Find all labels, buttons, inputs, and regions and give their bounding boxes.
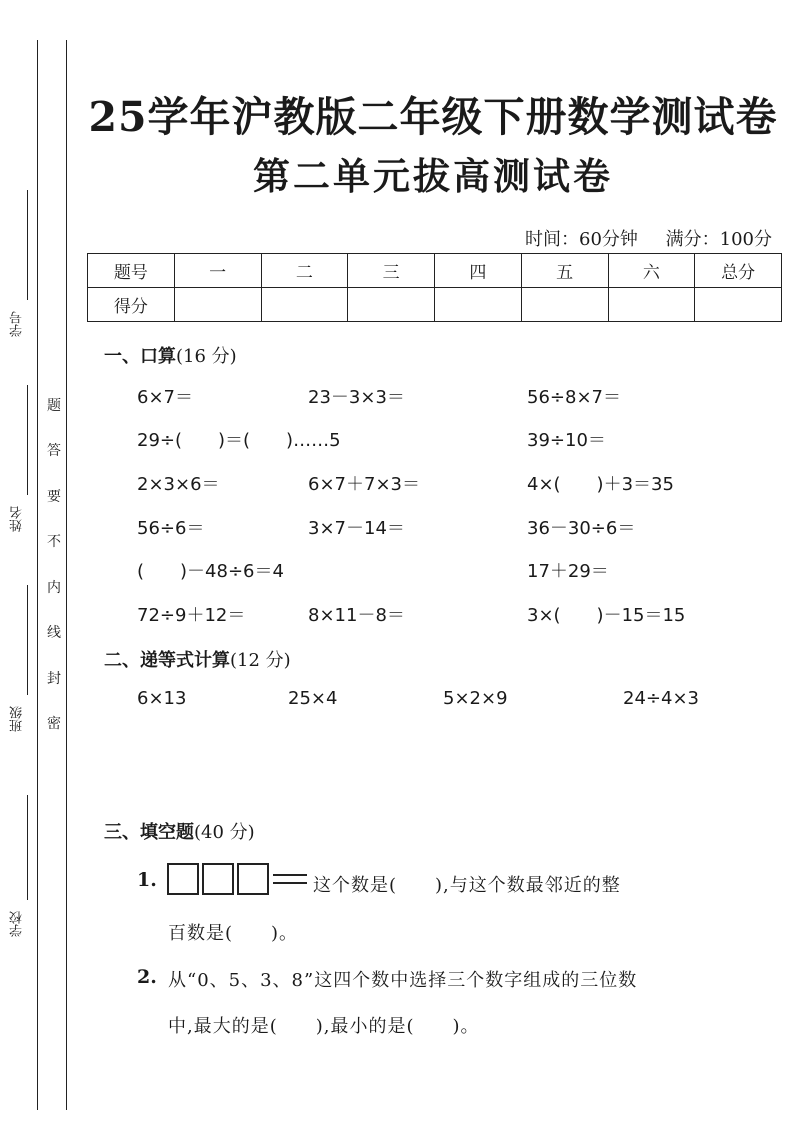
mental-math-item: 3×( )－15＝15 [527, 605, 686, 626]
mental-math-item: 23－3×3＝ [308, 387, 405, 408]
class-label: 班级 [10, 706, 25, 732]
question-text: 从“0、5、3、8”这四个数中选择三个数字组成的三位数 [168, 970, 638, 991]
mental-math-item: 4×( )＋3＝35 [527, 474, 674, 495]
mental-math-item: ( )－48÷6＝4 [137, 561, 284, 582]
exam-time: 时间：60分钟 [525, 229, 638, 250]
score-cell[interactable] [174, 288, 261, 322]
section-title-mental-math [104, 342, 237, 368]
digit-boxes [167, 863, 307, 897]
binding-margin [0, 0, 80, 1130]
mental-math-item: 72÷9＋12＝ [137, 605, 246, 626]
binding-line-left [37, 40, 38, 1110]
mental-math-item: 29÷( )＝( )……5 [137, 430, 341, 451]
digit-box[interactable] [237, 863, 269, 895]
score-cell[interactable] [695, 288, 782, 322]
question-number: 1. [137, 869, 157, 891]
score-cell[interactable] [348, 288, 435, 322]
score-cell[interactable] [608, 288, 695, 322]
score-header-cell: 一 [174, 254, 261, 288]
step-calc-item: 5×2×9 [443, 688, 508, 709]
seal-char: 要 [47, 489, 61, 505]
section-title: 一、口算 [104, 346, 176, 367]
page-subtitle: 第二单元拔高测试卷 [253, 154, 613, 198]
page-title: 25学年沪教版二年级下册数学测试卷 [88, 93, 778, 141]
score-header-cell: 总分 [695, 254, 782, 288]
name-blank[interactable] [27, 385, 28, 495]
question-number: 2. [137, 966, 157, 988]
digit-box[interactable] [202, 863, 234, 895]
school-label: 学校 [10, 911, 25, 937]
section-title: 二、递等式计算 [104, 650, 230, 671]
seal-char: 线 [47, 625, 61, 641]
question-text: 这个数是( ),与这个数最邻近的整 [313, 875, 621, 896]
score-table [87, 253, 782, 322]
score-header-cell: 二 [261, 254, 348, 288]
student-no-label: 学号 [10, 311, 25, 337]
score-cell[interactable] [435, 288, 522, 322]
score-cell[interactable] [261, 288, 348, 322]
seal-char: 题 [47, 398, 61, 414]
score-header-cell: 四 [435, 254, 522, 288]
section-points: (40 分) [194, 822, 255, 843]
mental-math-item: 3×7－14＝ [308, 518, 405, 539]
question-text: 百数是( )。 [168, 923, 299, 944]
school-blank[interactable] [27, 795, 28, 900]
seal-char: 封 [47, 671, 61, 687]
mental-math-item: 39÷10＝ [527, 430, 606, 451]
mental-math-item: 17＋29＝ [527, 561, 609, 582]
student-no-blank[interactable] [27, 190, 28, 300]
question-text: 中,最大的是( ),最小的是( )。 [168, 1016, 480, 1037]
exam-meta [503, 225, 772, 251]
mental-math-item: 36－30÷6＝ [527, 518, 636, 539]
section-title-fill-in [104, 818, 255, 844]
step-calc-item: 24÷4×3 [623, 688, 699, 709]
seal-char: 内 [47, 580, 61, 596]
step-calc-item: 6×13 [137, 688, 187, 709]
score-table-row [88, 288, 782, 322]
name-label: 姓名 [10, 506, 25, 532]
mental-math-item: 6×7＋7×3＝ [308, 474, 420, 495]
mental-math-item: 6×7＝ [137, 387, 193, 408]
section-points: (12 分) [230, 650, 291, 671]
mental-math-item: 8×11－8＝ [308, 605, 405, 626]
score-header-cell: 三 [348, 254, 435, 288]
binding-line-right [66, 40, 67, 1110]
score-row-label: 得分 [88, 288, 175, 322]
section-title-step-calc [104, 646, 291, 672]
mental-math-item: 56÷6＝ [137, 518, 205, 539]
score-header-cell: 题号 [88, 254, 175, 288]
step-calc-item: 25×4 [288, 688, 338, 709]
equals-sign [273, 874, 307, 884]
class-blank[interactable] [27, 585, 28, 695]
mental-math-item: 56÷8×7＝ [527, 387, 621, 408]
seal-char: 不 [47, 534, 61, 550]
section-points: (16 分) [176, 346, 237, 367]
score-header-cell: 五 [521, 254, 608, 288]
score-table-header [88, 254, 782, 288]
score-header-cell: 六 [608, 254, 695, 288]
score-cell[interactable] [521, 288, 608, 322]
seal-char: 答 [47, 443, 61, 459]
section-title: 三、填空题 [104, 822, 194, 843]
seal-char: 密 [47, 716, 61, 732]
exam-full-score: 满分：100分 [665, 229, 772, 250]
digit-box[interactable] [167, 863, 199, 895]
mental-math-item: 2×3×6＝ [137, 474, 220, 495]
